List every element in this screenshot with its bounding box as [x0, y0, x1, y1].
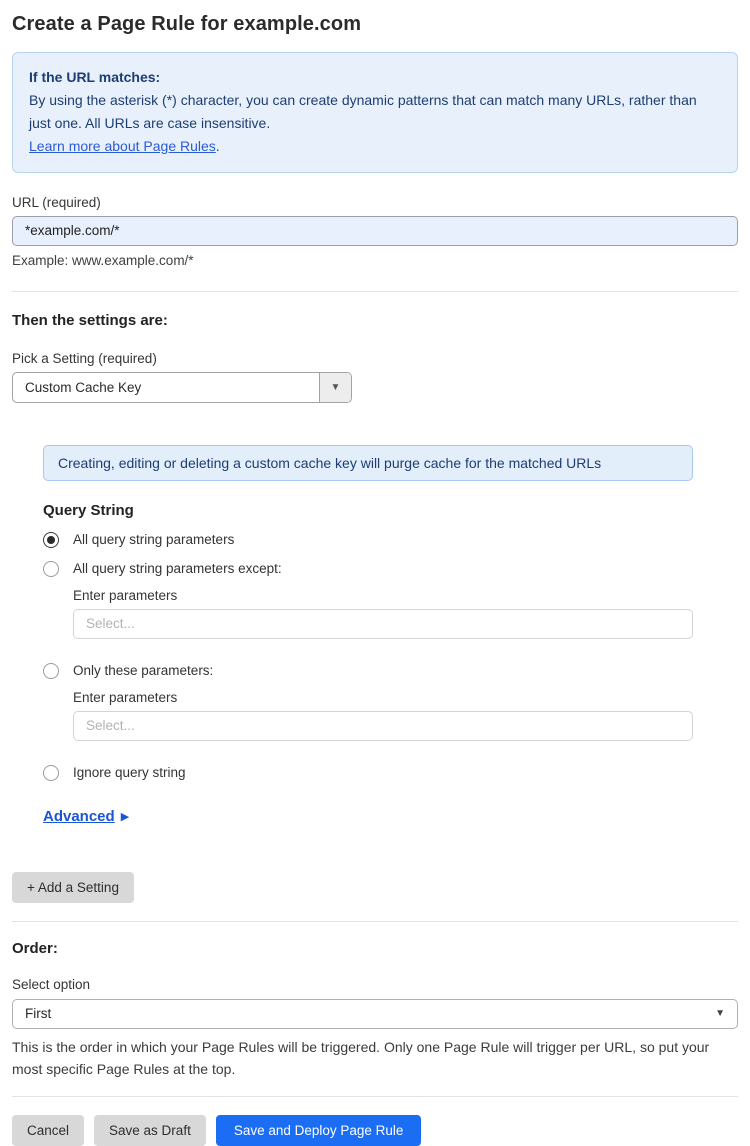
- radio-label: Only these parameters:: [73, 663, 214, 679]
- radio-selected-icon[interactable]: [43, 532, 59, 548]
- setting-dropdown[interactable]: [12, 372, 352, 403]
- radio-unselected-icon[interactable]: [43, 561, 59, 577]
- radio-label: All query string parameters: [73, 532, 235, 548]
- caret-right-icon: ▶: [120, 810, 130, 823]
- order-select-label: Select option: [12, 976, 91, 992]
- save-as-draft-button[interactable]: Save as Draft: [94, 1115, 206, 1146]
- advanced-link-label: Advanced: [43, 807, 115, 825]
- chevron-down-icon: ▼: [715, 1008, 725, 1020]
- save-and-deploy-button[interactable]: Save and Deploy Page Rule: [216, 1115, 422, 1146]
- custom-cache-key-settings: [43, 445, 693, 826]
- divider: [12, 291, 738, 292]
- setting-dropdown-value: Custom Cache Key: [25, 379, 142, 395]
- radio-unselected-icon[interactable]: [43, 765, 59, 781]
- link-suffix: .: [215, 137, 220, 154]
- radio-unselected-icon[interactable]: [43, 663, 59, 679]
- purge-cache-notice: Creating, editing or deleting a custom cache key will purge cache for the matched URLs: [43, 445, 693, 481]
- enter-parameters-label: Enter parameters: [73, 587, 178, 603]
- enter-parameters-label: Enter parameters: [73, 689, 178, 705]
- radio-all-params-except[interactable]: [43, 561, 693, 577]
- except-params-input[interactable]: [73, 609, 693, 639]
- info-box-heading: If the URL matches:: [29, 69, 161, 85]
- radio-only-these-params[interactable]: [43, 663, 693, 679]
- order-help-text: This is the order in which your Page Rules will be triggered. Only one Page Rule will trigger per URL, so put your most specific Page Rules at the top.: [12, 1038, 710, 1078]
- url-example-text: Example: www.example.com/*: [12, 252, 194, 268]
- except-params-field: [73, 588, 693, 639]
- pick-setting-label: Pick a Setting (required): [12, 350, 157, 366]
- info-box-body: By using the asterisk (*) character, you can create dynamic patterns that can match many URLs, rather than just one. All URLs are case insensitive.: [29, 91, 697, 131]
- divider: [12, 921, 738, 922]
- footer-actions: [12, 1115, 738, 1146]
- only-params-input[interactable]: [73, 711, 693, 741]
- url-match-info-box: [12, 52, 738, 173]
- setting-dropdown-arrow-box[interactable]: [319, 373, 351, 402]
- url-input[interactable]: [12, 216, 738, 246]
- advanced-link[interactable]: [43, 808, 129, 825]
- add-setting-button[interactable]: + Add a Setting: [12, 872, 134, 903]
- info-box-link-line: [29, 135, 721, 158]
- cancel-button[interactable]: Cancel: [12, 1115, 84, 1146]
- page-title: Create a Page Rule for example.com: [12, 13, 362, 35]
- radio-all-query-params[interactable]: [43, 532, 693, 548]
- url-field-label: URL (required): [12, 194, 101, 210]
- radio-ignore-query-string[interactable]: [43, 765, 693, 781]
- order-select-value: First: [25, 1006, 52, 1022]
- divider: [12, 1096, 738, 1097]
- query-string-heading: Query String: [43, 501, 134, 519]
- learn-more-link[interactable]: Learn more about Page Rules: [29, 137, 216, 154]
- settings-section-heading: Then the settings are:: [12, 311, 168, 329]
- only-params-field: [73, 690, 693, 741]
- chevron-down-icon: ▼: [330, 381, 341, 393]
- radio-label: All query string parameters except:: [73, 561, 282, 577]
- radio-label: Ignore query string: [73, 765, 186, 781]
- order-select[interactable]: [12, 999, 738, 1029]
- order-heading: Order:: [12, 939, 58, 957]
